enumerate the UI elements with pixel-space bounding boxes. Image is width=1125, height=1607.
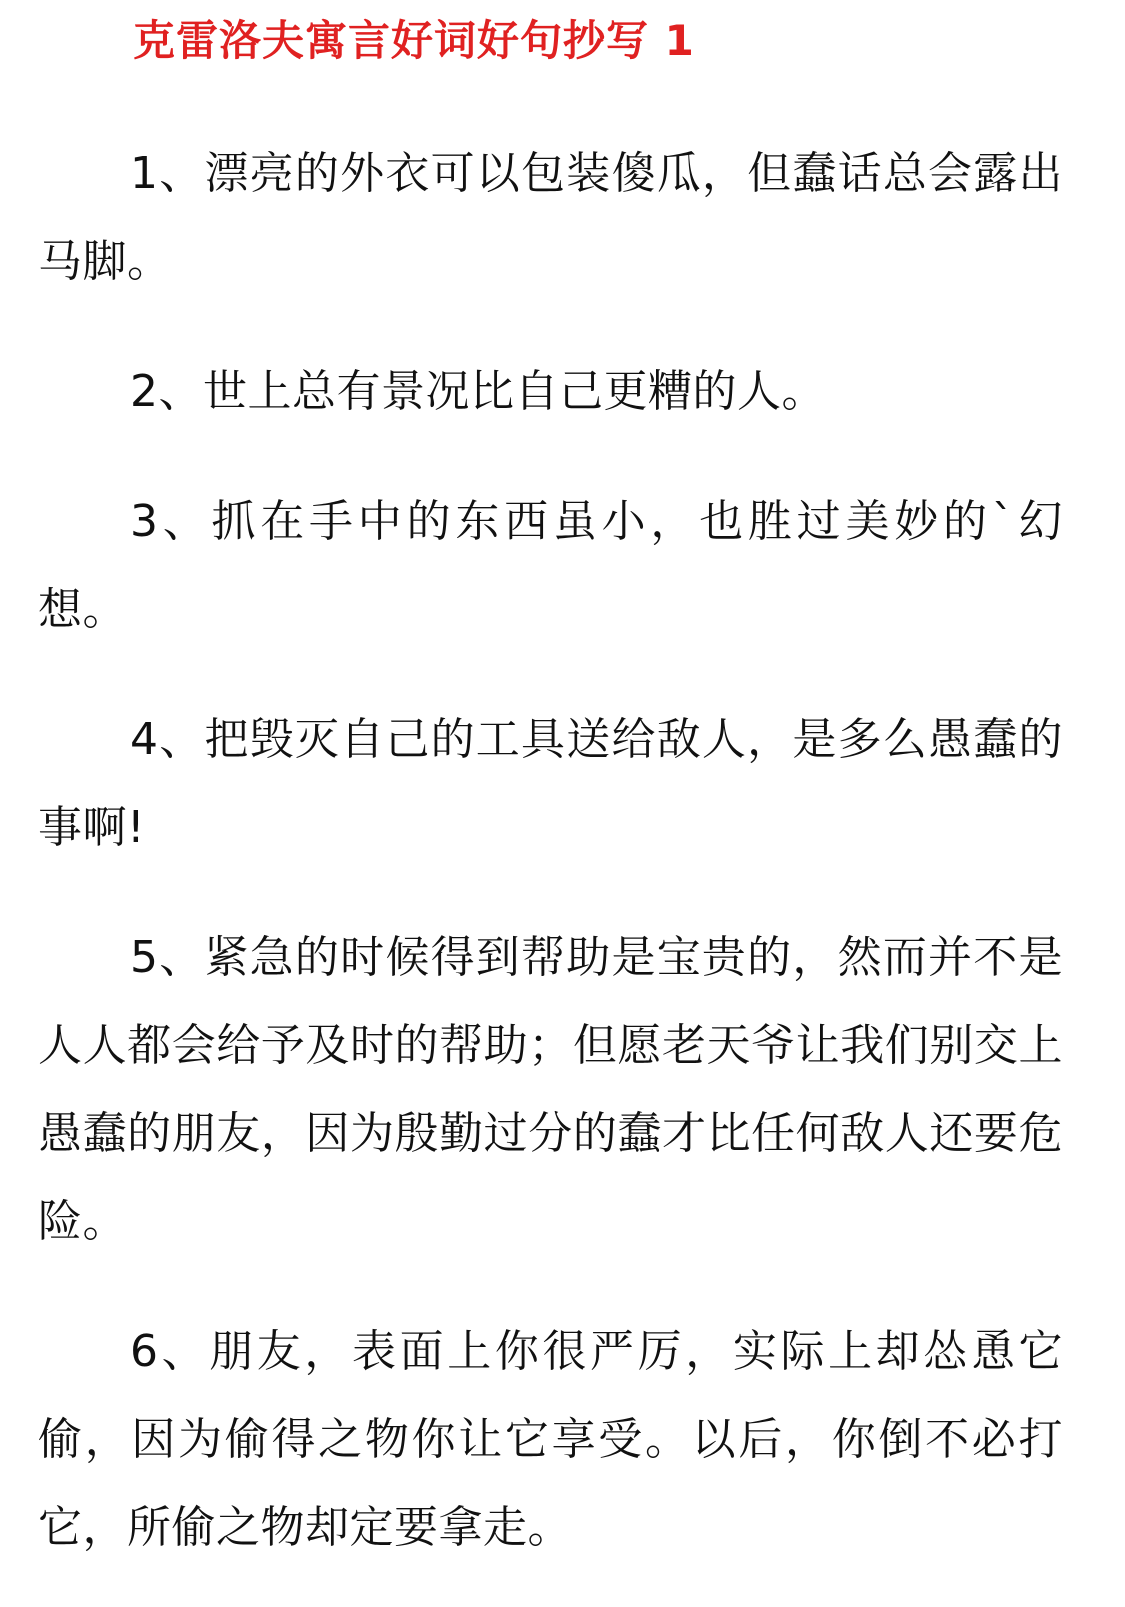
paragraph-2: 2、世上总有景况比自己更糟的人。 xyxy=(130,366,826,417)
document-title: 克雷洛夫寓言好词好句抄写 1 xyxy=(133,16,695,65)
paragraph-4: 4、把毁灭自己的工具送给敌人，是多么愚蠢的事啊! xyxy=(38,714,1063,853)
paragraph-6: 6、朋友，表面上你很严厉，实际上却怂恿它偷，因为偷得之物你让它享受。以后，你倒不必打它，所偷之物却定要拿走。 xyxy=(38,1326,1063,1553)
paragraph-5: 5、紧急的时候得到帮助是宝贵的，然而并不是人人都会给予及时的帮助；但愿老天爷让我们别交上愚蠢的朋友，因为殷勤过分的蠢才比任何敌人还要危险。 xyxy=(38,932,1063,1247)
paragraph-1: 1、漂亮的外衣可以包装傻瓜，但蠢话总会露出马脚。 xyxy=(38,148,1063,287)
paragraph-3: 3、抓在手中的东西虽小，也胜过美妙的`幻想。 xyxy=(38,496,1063,635)
